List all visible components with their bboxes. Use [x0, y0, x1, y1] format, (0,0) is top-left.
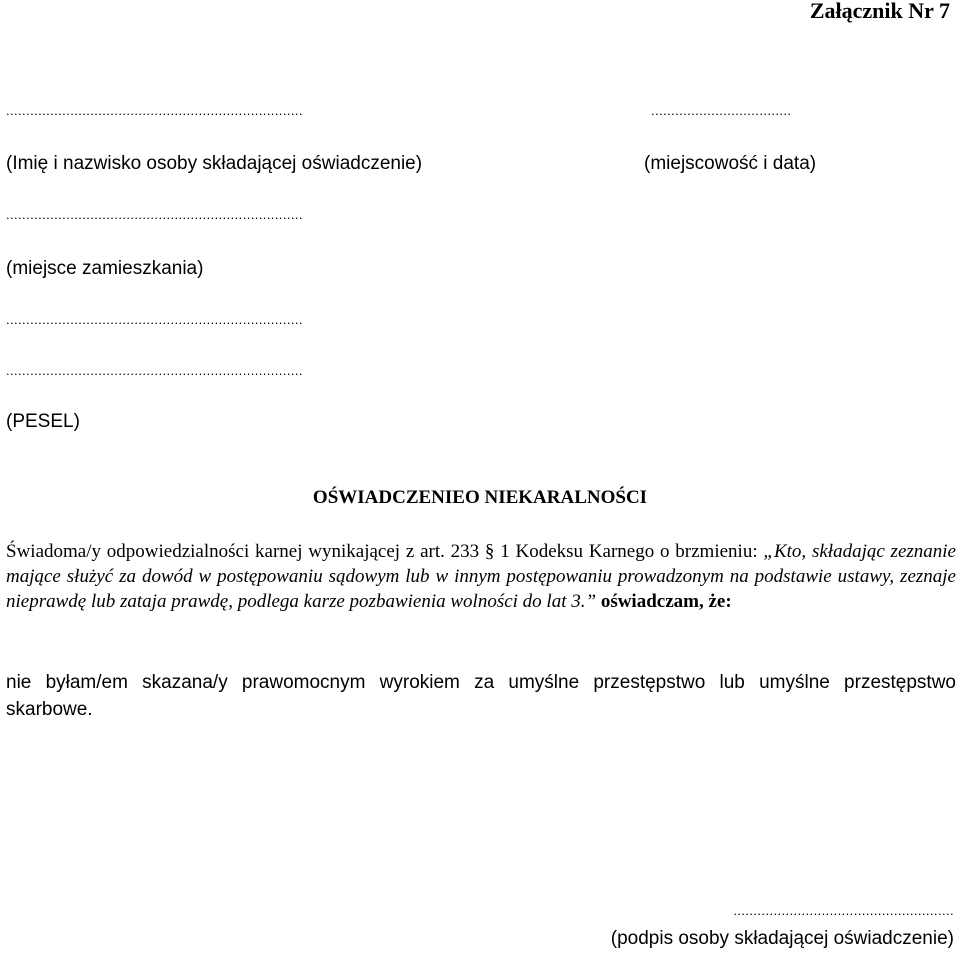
name-dotted-line: .......................................................................... — [6, 104, 303, 117]
statement-declare: oświadczam, że: — [596, 591, 732, 612]
residence-label: (miejsce zamieszkania) — [6, 258, 204, 279]
place-date-dotted-line: ................................... — [651, 104, 792, 117]
statement-intro: Świadoma/y odpowiedzialności karnej wynikającej z art. 233 § 1 Kodeksu Karnego o brzmieniu: — [6, 541, 764, 562]
place-date-label: (miejscowość i data) — [644, 153, 817, 174]
statement-quote: „Kto, składając zeznanie mające służyć za dowód w postępowaniu sądowym lub w innym postępowaniu prowadzonym na podstawie ustawy, zeznaje nieprawdę lub zataja prawdę, podlega karze pozbawienia wolności do lat 3.” — [6, 541, 956, 612]
residence-dotted-line: .......................................................................... — [6, 208, 303, 221]
statement-paragraph — [6, 539, 956, 614]
signature-dotted-line: ....................................................... — [733, 904, 954, 917]
name-label: (Imię i nazwisko osoby składającej oświadczenie) — [6, 153, 423, 174]
extra-dotted-line-1: .......................................................................... — [6, 313, 303, 326]
signature-label: (podpis osoby składającej oświadczenie) — [610, 928, 954, 949]
extra-dotted-line-2: .......................................................................... — [6, 364, 303, 377]
pesel-label: (PESEL) — [6, 411, 80, 432]
declaration-paragraph: nie byłam/em skazana/y prawomocnym wyrokiem za umyślne przestępstwo lub umyślne przestępstwo skarbowe. — [6, 672, 956, 720]
annex-title: Załącznik Nr 7 — [809, 0, 950, 23]
document-title: OŚWIADCZENIEO NIEKARALNOŚCI — [312, 487, 648, 508]
